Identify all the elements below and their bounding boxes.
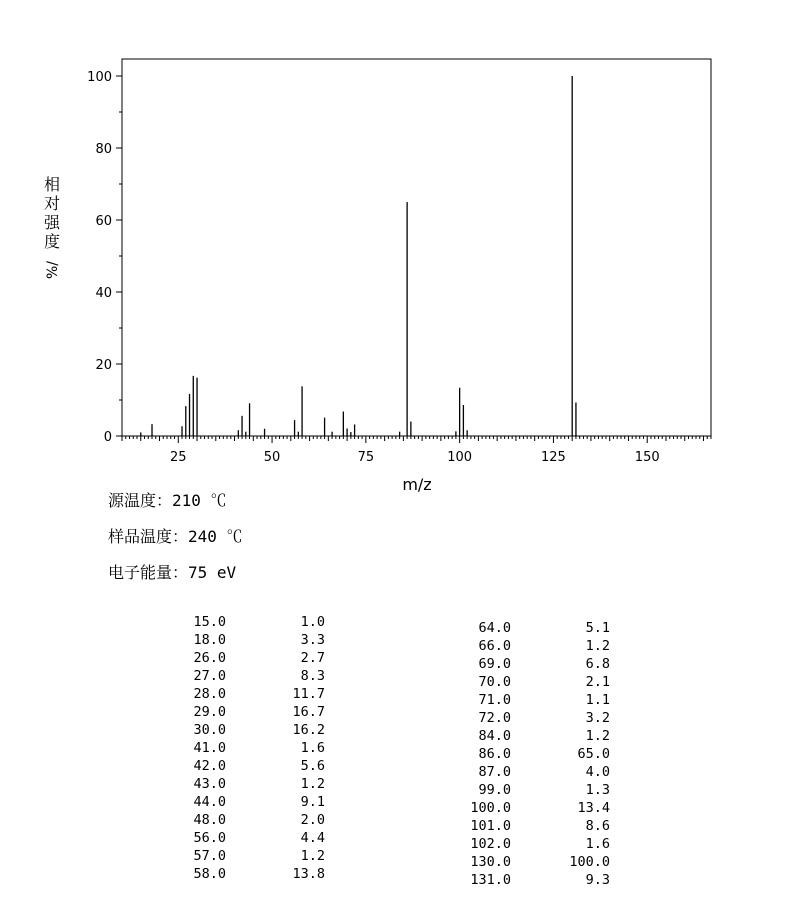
mz-value: 58.0 xyxy=(193,866,226,882)
mz-value: 86.0 xyxy=(478,746,511,762)
x-tick-label: 75 xyxy=(357,450,375,465)
x-tick-label: 125 xyxy=(541,450,566,465)
peak-table-row xyxy=(455,836,615,854)
mz-value: 87.0 xyxy=(478,764,511,780)
mz-value: 48.0 xyxy=(193,812,226,828)
x-tick-label: 100 xyxy=(447,450,473,465)
mz-value: 30.0 xyxy=(193,722,226,738)
peak-table-row xyxy=(170,776,330,794)
mz-value: 99.0 xyxy=(478,782,511,798)
abundance-value: 13.8 xyxy=(292,866,325,882)
abundance-value: 1.6 xyxy=(585,836,610,852)
peak-table-row xyxy=(170,812,330,830)
mz-value: 28.0 xyxy=(193,686,226,702)
peak-table-row xyxy=(170,686,330,704)
mz-value: 42.0 xyxy=(193,758,226,774)
abundance-value: 6.8 xyxy=(585,656,610,672)
peak-table-row xyxy=(170,632,330,650)
abundance-value: 1.2 xyxy=(300,848,325,864)
abundance-value: 16.7 xyxy=(292,704,325,720)
peak-table-row xyxy=(170,848,330,866)
peak-table-row xyxy=(455,854,615,872)
peak-table-row xyxy=(455,656,615,674)
mz-value: 101.0 xyxy=(470,818,511,834)
abundance-value: 11.7 xyxy=(292,686,325,702)
mz-value: 84.0 xyxy=(478,728,511,744)
abundance-value: 100.0 xyxy=(569,854,610,870)
abundance-value: 1.2 xyxy=(300,776,325,792)
peak-table-row xyxy=(170,758,330,776)
mz-value: 56.0 xyxy=(193,830,226,846)
mz-value: 72.0 xyxy=(478,710,511,726)
mz-value: 15.0 xyxy=(193,614,226,630)
abundance-value: 3.3 xyxy=(300,632,325,648)
y-axis-label-char: 相 xyxy=(43,175,61,194)
peak-table-row xyxy=(170,740,330,758)
y-tick-label: 80 xyxy=(95,142,112,157)
abundance-value: 65.0 xyxy=(577,746,610,762)
abundance-value: 5.1 xyxy=(585,620,610,636)
peak-table-row xyxy=(455,620,615,638)
peak-table-row xyxy=(170,704,330,722)
mz-value: 131.0 xyxy=(470,872,511,888)
peak-table-row xyxy=(455,764,615,782)
peak-table-row xyxy=(170,614,330,632)
abundance-value: 5.6 xyxy=(300,758,325,774)
abundance-value: 2.1 xyxy=(585,674,610,690)
y-tick-label: 100 xyxy=(87,70,112,85)
electron-energy: 电子能量：75 eV xyxy=(108,563,237,582)
abundance-value: 9.3 xyxy=(585,872,610,888)
peak-table-row xyxy=(455,818,615,836)
mz-value: 64.0 xyxy=(478,620,511,636)
mz-value: 100.0 xyxy=(470,800,511,816)
mz-value: 66.0 xyxy=(478,638,511,654)
y-tick-label: 0 xyxy=(103,430,112,445)
abundance-value: 3.2 xyxy=(585,710,610,726)
abundance-value: 2.7 xyxy=(300,650,325,666)
mz-value: 43.0 xyxy=(193,776,226,792)
peak-table-row xyxy=(455,872,615,890)
abundance-value: 1.2 xyxy=(585,728,610,744)
x-axis-label: m/z xyxy=(402,475,432,494)
peak-table-row xyxy=(455,782,615,800)
abundance-value: 8.3 xyxy=(300,668,325,684)
peak-table-row xyxy=(455,638,615,656)
y-axis-label-char: 对 xyxy=(43,194,61,213)
abundance-value: 1.3 xyxy=(585,782,610,798)
x-tick-label: 25 xyxy=(170,450,187,465)
abundance-value: 4.4 xyxy=(300,830,325,846)
mz-value: 27.0 xyxy=(193,668,226,684)
y-tick-label: 20 xyxy=(95,358,112,373)
y-axis-label xyxy=(44,175,61,251)
abundance-value: 2.0 xyxy=(300,812,325,828)
peak-table-row xyxy=(455,710,615,728)
y-axis-label-unit: %/ xyxy=(45,260,61,280)
mz-value: 26.0 xyxy=(193,650,226,666)
abundance-value: 16.2 xyxy=(292,722,325,738)
source-temperature: 源温度：210 ℃ xyxy=(108,491,227,510)
peak-table-row xyxy=(170,722,330,740)
y-tick-label: 40 xyxy=(95,286,112,301)
y-axis-label-char: 度 xyxy=(43,232,61,251)
y-axis-label-char: 强 xyxy=(43,213,61,232)
y-tick-label: 60 xyxy=(95,214,112,229)
peak-table-row xyxy=(170,866,330,884)
abundance-value: 4.0 xyxy=(585,764,610,780)
peak-table-row xyxy=(455,800,615,818)
peak-table-row xyxy=(455,746,615,764)
sample-temperature: 样品温度：240 ℃ xyxy=(108,527,243,546)
abundance-value: 1.1 xyxy=(585,692,610,708)
mz-value: 102.0 xyxy=(470,836,511,852)
peak-table-row xyxy=(455,728,615,746)
peak-table-row xyxy=(170,668,330,686)
plot-frame xyxy=(122,59,711,436)
y-axis xyxy=(87,70,122,445)
peak-bars xyxy=(141,76,576,436)
abundance-value: 1.0 xyxy=(300,614,325,630)
mz-value: 69.0 xyxy=(478,656,511,672)
x-axis xyxy=(122,436,711,465)
abundance-value: 1.2 xyxy=(585,638,610,654)
mz-value: 130.0 xyxy=(470,854,511,870)
mz-value: 57.0 xyxy=(193,848,226,864)
mz-value: 70.0 xyxy=(478,674,511,690)
x-tick-label: 150 xyxy=(634,450,660,465)
abundance-value: 9.1 xyxy=(300,794,325,810)
mz-value: 18.0 xyxy=(193,632,226,648)
peak-table-row xyxy=(455,692,615,710)
peak-table-row xyxy=(170,794,330,812)
mz-value: 29.0 xyxy=(193,704,226,720)
mz-value: 44.0 xyxy=(193,794,226,810)
x-tick-label: 50 xyxy=(263,450,281,465)
peak-table-row xyxy=(170,830,330,848)
peak-table-row xyxy=(455,674,615,692)
abundance-value: 13.4 xyxy=(577,800,610,816)
abundance-value: 1.6 xyxy=(300,740,325,756)
mz-value: 41.0 xyxy=(193,740,226,756)
abundance-value: 8.6 xyxy=(585,818,610,834)
peak-table-row xyxy=(170,650,330,668)
mz-value: 71.0 xyxy=(478,692,511,708)
